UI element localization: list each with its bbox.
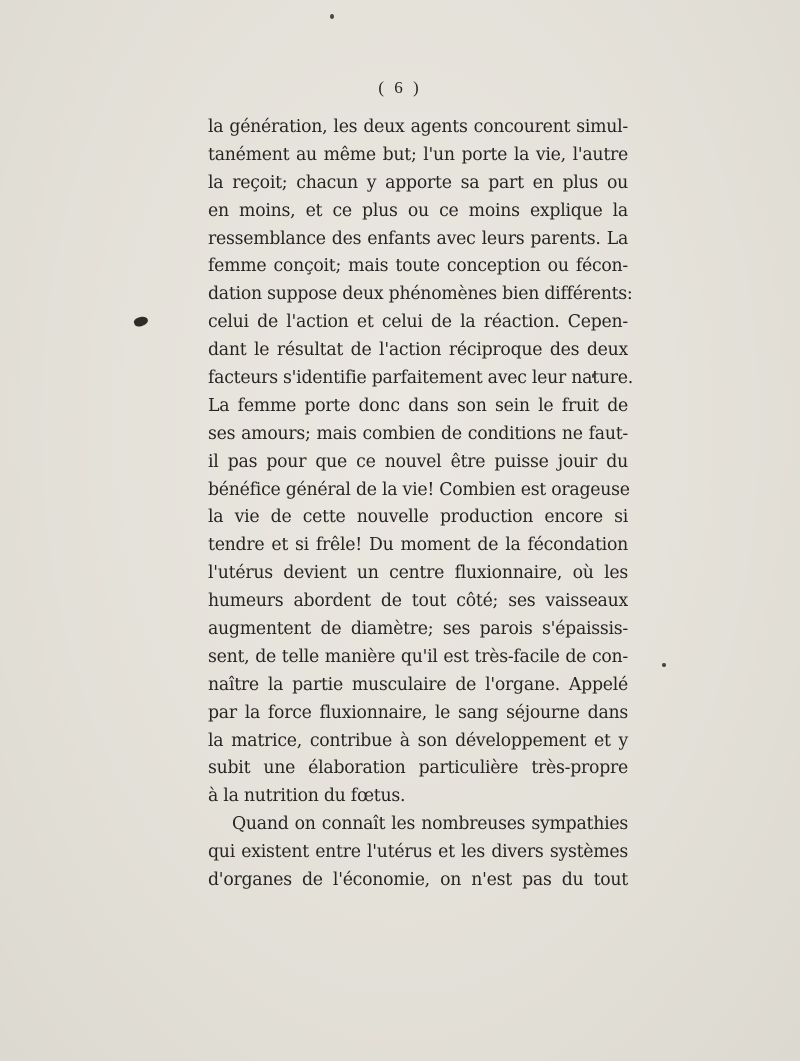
text-line: en moins, et ce plus ou ce moins explique la [208, 200, 628, 221]
text-line: la génération, les deux agents concourent simul- [208, 117, 628, 137]
text-line: bénéfice général de la vie! Combien est orageuse [208, 479, 630, 500]
text-line: facteurs s'identifie parfaitement avec leur nature. [208, 368, 634, 389]
text-line: la matrice, contribue à son développement et y [208, 730, 628, 751]
text-line: tanément au même but; l'un porte la vie, l'autre [208, 144, 628, 165]
ink-speck [330, 14, 334, 19]
text-line: d'organes de l'économie, on n'est pas du tout [208, 870, 628, 891]
text-line: femme conçoit; mais toute conception ou fécon- [208, 256, 628, 277]
text-line: dation suppose deux phénomènes bien différents: [208, 284, 633, 305]
text-line: humeurs abordent de tout côté; ses vaisseaux [208, 591, 628, 612]
text-line: sent, de telle manière qu'il est très-facile de con- [208, 646, 628, 667]
text-line: subit une élaboration particulière très-propre [208, 758, 628, 779]
text-line: la reçoit; chacun y apporte sa part en plus ou [208, 172, 628, 193]
text-line: celui de l'action et celui de la réaction. Cepen- [208, 312, 628, 333]
text-line: augmentent de diamètre; ses parois s'épaissis- [208, 619, 628, 640]
text-line: la vie de cette nouvelle production encore si [208, 507, 628, 528]
text-line: naître la partie musculaire de l'organe. Appelé [208, 674, 628, 695]
text-line: tendre et si frêle! Du moment de la fécondation [208, 535, 628, 556]
text-line: par la force fluxionnaire, le sang séjourne dans [208, 702, 628, 723]
body-text [208, 114, 634, 895]
ink-blot [133, 315, 149, 328]
text-line: dant le résultat de l'action réciproque des deux [208, 340, 628, 361]
text-line: qui existent entre l'utérus et les divers systèmes [208, 842, 628, 863]
text-line: La femme porte donc dans son sein le fruit de [208, 395, 628, 416]
text-line: à la nutrition du fœtus. [208, 786, 406, 807]
text-line: ressemblance des enfants avec leurs parents. La [208, 228, 628, 249]
text-line: il pas pour que ce nouvel être puisse jouir du [208, 451, 628, 472]
ink-speck [662, 663, 666, 667]
text-line: Quand on connaît les nombreuses sympathies [232, 814, 628, 835]
text-line: ses amours; mais combien de conditions ne faut- [208, 423, 628, 444]
text-line: l'utérus devient un centre fluxionnaire, où les [208, 563, 628, 584]
page-number: ( 6 ) [378, 78, 422, 97]
